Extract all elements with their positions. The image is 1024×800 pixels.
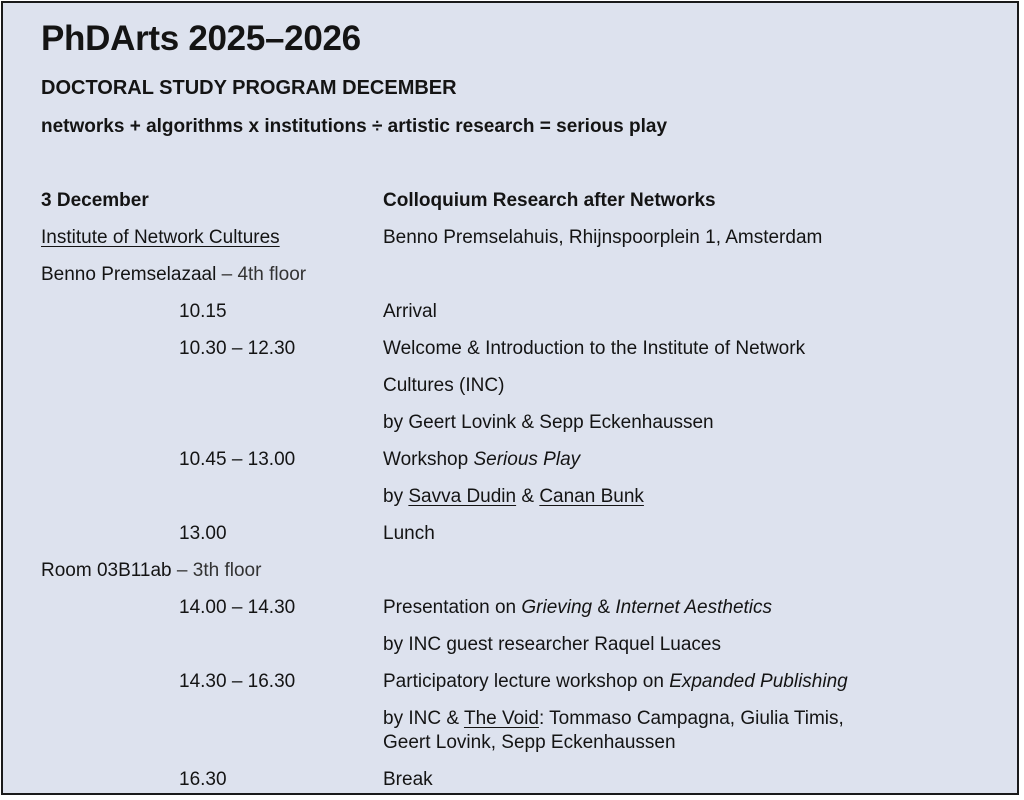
session-speakers: by INC guest researcher Raquel Luaces [383, 634, 721, 655]
page-subtitle: DOCTORAL STUDY PROGRAM DECEMBER [41, 77, 457, 99]
session-title-italic-1: Grieving [521, 597, 593, 618]
session-title-italic: Expanded Publishing [669, 671, 848, 692]
the-void-link[interactable]: The Void [463, 708, 539, 729]
event-title: Colloquium Research after Networks [383, 190, 716, 211]
speaker-link-canan[interactable]: Canan Bunk [539, 486, 644, 507]
session-time: 13.00 [179, 523, 227, 544]
session-title: Arrival [383, 301, 437, 322]
location-2 [41, 559, 261, 583]
tagline: networks + algorithms x institutions ÷ artistic research = serious play [41, 116, 668, 137]
speaker-link-savva[interactable]: Savva Dudin [408, 486, 517, 507]
by-text: by [383, 486, 409, 507]
session-speakers [383, 485, 644, 509]
session-time: 14.00 – 14.30 [179, 597, 296, 618]
location-room: Room 03B11ab [41, 560, 172, 581]
session-time: 10.45 – 13.00 [179, 449, 296, 470]
amp-text: & [592, 597, 616, 618]
session-title-text: Presentation on [383, 597, 522, 618]
session-speakers [383, 707, 844, 731]
session-title [383, 670, 848, 694]
session-title-line2: Cultures (INC) [383, 375, 505, 396]
session-title: Lunch [383, 523, 435, 544]
session-title: Break [383, 769, 433, 790]
location-floor: – 3th floor [176, 560, 262, 581]
session-title [383, 596, 772, 620]
program-card [1, 1, 1019, 795]
venue-address: Benno Premselahuis, Rhijnspoorplein 1, Amsterdam [383, 227, 823, 248]
session-time: 16.30 [179, 769, 227, 790]
session-title-text: Workshop [383, 449, 474, 470]
location-floor: – 4th floor [221, 264, 307, 285]
speakers-text: : Tommaso Campagna, Giulia Timis, [538, 708, 844, 729]
session-title [383, 448, 580, 472]
location-room: Benno Premselazaal [41, 264, 217, 285]
by-text: by INC & [383, 708, 464, 729]
session-title-text: Participatory lecture workshop on [383, 671, 670, 692]
amp-text: & [516, 486, 540, 507]
session-time: 10.15 [179, 301, 227, 322]
session-speakers-line2: Geert Lovink, Sepp Eckenhaussen [383, 732, 676, 753]
page-title: PhDArts 2025–2026 [41, 19, 361, 58]
session-time: 14.30 – 16.30 [179, 671, 296, 692]
host-link[interactable]: Institute of Network Cultures [41, 227, 280, 248]
session-title-italic-2: Internet Aesthetics [615, 597, 773, 618]
session-speakers: by Geert Lovink & Sepp Eckenhaussen [383, 412, 714, 433]
session-title-line1: Welcome & Introduction to the Institute of Network [383, 338, 806, 359]
session-time: 10.30 – 12.30 [179, 338, 296, 359]
session-title-italic: Serious Play [473, 449, 581, 470]
day-date: 3 December [41, 190, 149, 211]
location-1 [41, 263, 306, 287]
